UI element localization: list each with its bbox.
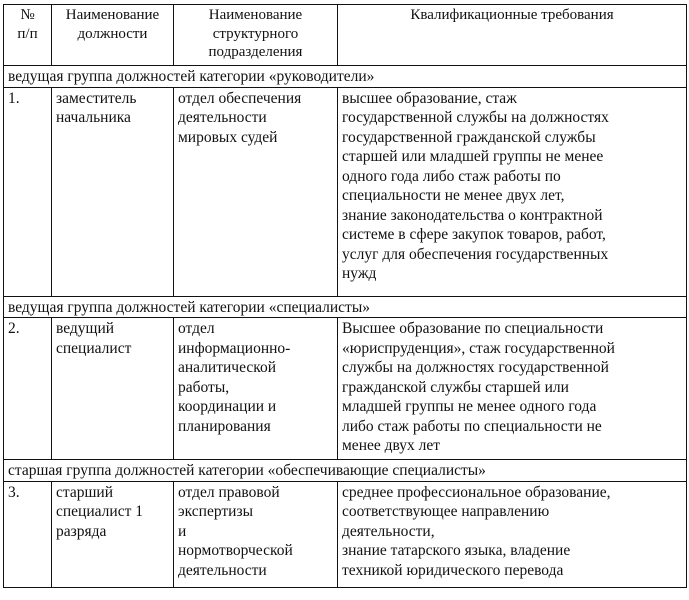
- row-position: заместитель начальника: [52, 87, 174, 296]
- header-position: Наименование должности: [52, 5, 174, 66]
- row-position: старший специалист 1 разряда: [52, 481, 174, 587]
- table-header-row: [4, 5, 687, 66]
- group-title: ведущая группа должностей категории «руководители»: [4, 66, 687, 88]
- row-requirements: высшее образование, стаж государственной службы на должностях государственной гражданской службы старшей или младшей группы не менее одного года либо стаж работы по специальности не менее двух лет, знание законодательства о контрактной системе в сфере закупок товаров, работ, услуг для обеспечения государственных нужд: [338, 87, 687, 296]
- row-requirements: Высшее образование по специальности «юриспруденция», стаж государственной службы на должностях государственной гражданской службы старшей или младшей группы не менее одного года либо стаж работы по специальности не менее двух лет: [338, 318, 687, 460]
- group-row: [4, 296, 687, 318]
- row-num: 3.: [4, 481, 52, 587]
- group-title: старшая группа должностей категории «обеспечивающие специалисты»: [4, 460, 687, 482]
- header-unit: Наименование структурного подразделения: [174, 5, 338, 66]
- table-row: [4, 318, 687, 460]
- header-requirements: Квалификационные требования: [338, 5, 687, 66]
- group-title: ведущая группа должностей категории «специалисты»: [4, 296, 687, 318]
- group-row: [4, 460, 687, 482]
- row-unit: отдел правовой экспертизы и нормотворческой деятельности: [174, 481, 338, 587]
- row-unit: отдел обеспечения деятельности мировых судей: [174, 87, 338, 296]
- table-row: [4, 481, 687, 587]
- header-num: № п/п: [4, 5, 52, 66]
- row-num: 2.: [4, 318, 52, 460]
- row-requirements: среднее профессиональное образование, соответствующее направлению деятельности, знание татарского языка, владение техникой юридического перевода: [338, 481, 687, 587]
- qualification-table: [3, 4, 687, 588]
- row-num: 1.: [4, 87, 52, 296]
- row-unit: отдел информационно- аналитической работы, координации и планирования: [174, 318, 338, 460]
- group-row: [4, 66, 687, 88]
- row-position: ведущий специалист: [52, 318, 174, 460]
- table-row: [4, 87, 687, 296]
